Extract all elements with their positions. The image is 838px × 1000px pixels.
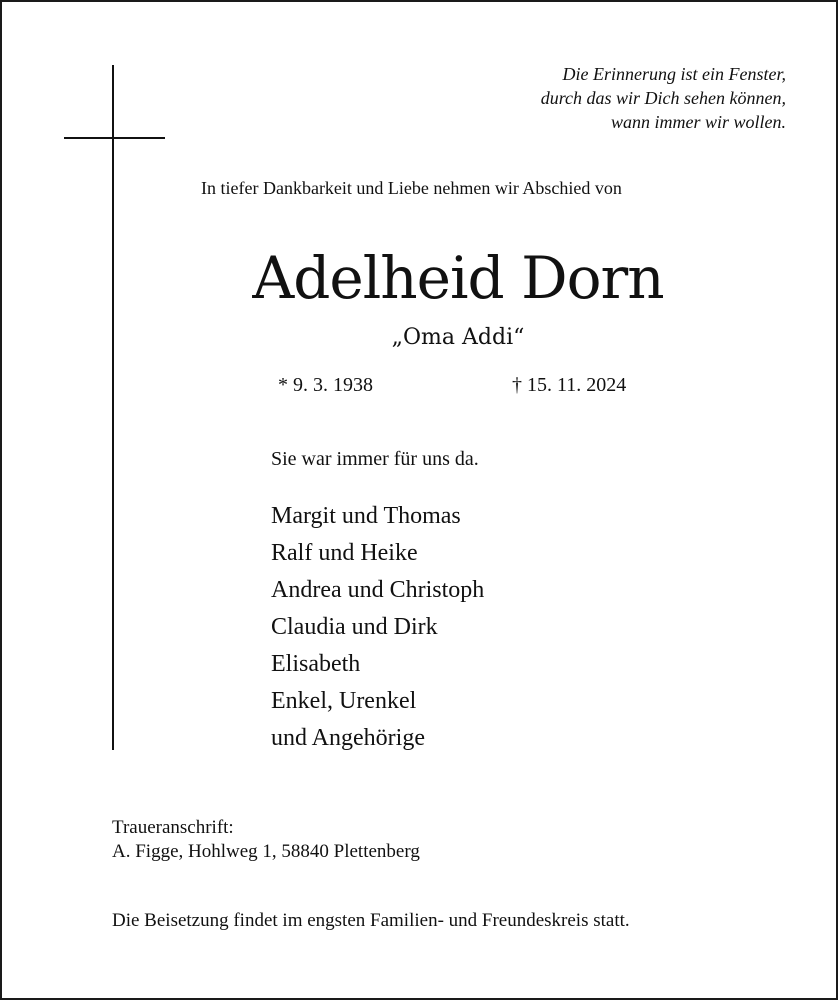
cross-icon-horizontal <box>64 137 165 139</box>
mourners-list <box>271 498 484 757</box>
cross-icon-vertical <box>112 65 114 750</box>
mourner: Claudia und Dirk <box>271 614 438 640</box>
memorial-quote <box>541 62 786 134</box>
mourner: und Angehörige <box>271 725 425 751</box>
quote-line: durch das wir Dich sehen können, <box>540 88 786 108</box>
mourner: Andrea und Christoph <box>271 577 485 603</box>
mourner: Ralf und Heike <box>271 540 418 566</box>
quote-line: Die Erinnerung ist ein Fenster, <box>562 64 786 84</box>
address-text: A. Figge, Hohlweg 1, 58840 Plettenberg <box>112 841 420 862</box>
address-label: Traueranschrift: <box>112 817 234 838</box>
nickname: „Oma Addi“ <box>391 325 525 350</box>
mourning-address <box>112 816 420 864</box>
mourner: Margit und Thomas <box>271 503 461 529</box>
intro-text: In tiefer Dankbarkeit und Liebe nehmen wir Abschied von <box>201 178 622 198</box>
birth-date: * 9. 3. 1938 <box>278 374 373 396</box>
deceased-name: Adelheid Dorn <box>252 244 664 312</box>
quote-line: wann immer wir wollen. <box>610 112 786 132</box>
death-date: † 15. 11. 2024 <box>512 374 627 396</box>
motto-text: Sie war immer für uns da. <box>271 448 479 470</box>
mourner: Elisabeth <box>271 651 361 677</box>
mourner: Enkel, Urenkel <box>271 688 417 714</box>
burial-note: Die Beisetzung findet im engsten Familien- und Freundeskreis statt. <box>112 910 630 931</box>
